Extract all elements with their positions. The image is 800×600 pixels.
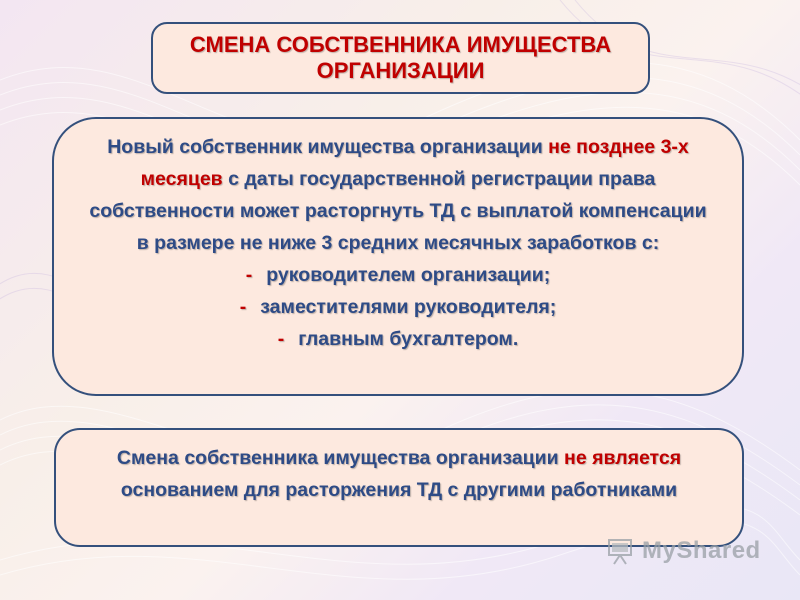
list-dash: - <box>245 264 253 286</box>
bottom-text-part-1: Смена собственника имущества организации <box>116 447 565 469</box>
watermark-logo <box>606 536 761 566</box>
page-title <box>190 32 611 84</box>
list-dash: - <box>277 328 285 350</box>
list-item <box>88 259 708 291</box>
bottom-text-part-2: основанием для расторжения ТД с другими работниками <box>120 479 678 501</box>
list-item <box>88 291 708 323</box>
title-box <box>151 22 650 94</box>
list-item <box>88 323 708 355</box>
main-text-highlight: не позднее 3-х месяцев <box>140 136 689 190</box>
list-item-text: главным бухгалтером. <box>298 328 519 350</box>
main-text-box <box>52 117 744 396</box>
officer-list <box>88 259 708 355</box>
watermark-text: MyShared <box>642 537 761 564</box>
presentation-screen-icon <box>606 536 636 566</box>
main-text-part-2: с даты государственной регистрации права собственности может расторгнуть ТД с выплатой компенсации в размере не ниже 3 средних месячных заработков с: <box>89 168 707 254</box>
bottom-text-box <box>54 428 744 547</box>
title-line-2: ОРГАНИЗАЦИИ <box>316 58 485 83</box>
main-paragraph <box>88 131 708 259</box>
bottom-paragraph <box>96 442 702 506</box>
list-item-text: руководителем организации; <box>266 264 551 286</box>
title-line-1: СМЕНА СОБСТВЕННИКА ИМУЩЕСТВА <box>189 32 612 57</box>
main-text-part-1: Новый собственник имущества организации <box>107 136 549 158</box>
list-item-text: заместителями руководителя; <box>260 296 557 318</box>
bottom-text-highlight: не является <box>564 447 682 469</box>
list-dash: - <box>239 296 247 318</box>
